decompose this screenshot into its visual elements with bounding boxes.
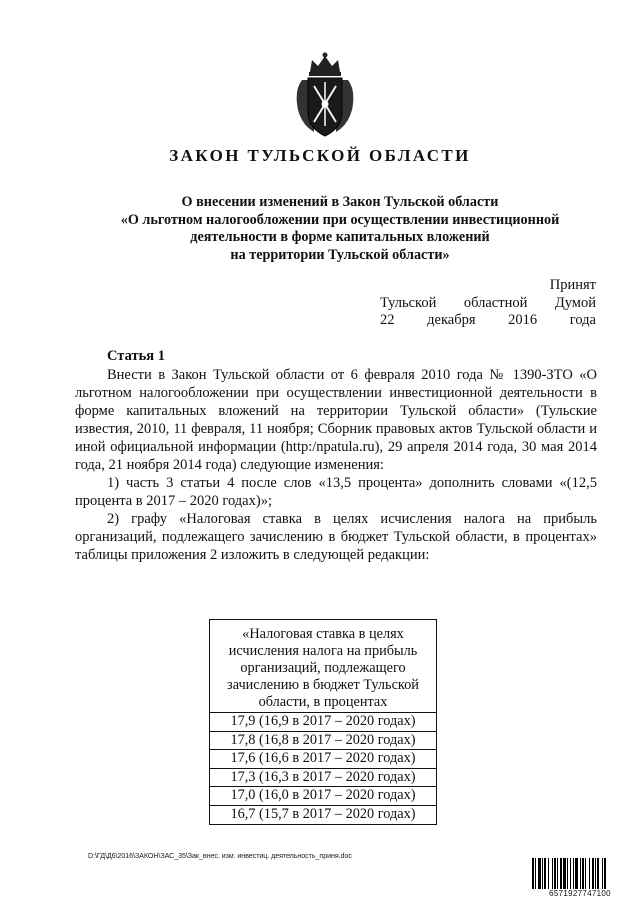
tax-rate-table [209, 619, 437, 825]
coat-of-arms-emblem [292, 50, 358, 140]
law-subtitle [60, 194, 620, 264]
barcode-bar [592, 858, 594, 890]
barcode-bar [582, 858, 584, 890]
barcode-bar [573, 858, 574, 890]
table-row: 17,6 (16,6 в 2017 – 2020 годах) [210, 750, 436, 769]
barcode-bar [570, 858, 571, 890]
paragraph: 2) графу «Налоговая ставка в целях исчисления налога на прибыль организаций, подлежащего зачислению в бюджет Тульской области, в процентах» таблицы приложения 2 изложить в следующей редакции: [75, 511, 597, 563]
accepted-date: 22 декабря 2016 года [380, 312, 596, 328]
table-header: «Налоговая ставка в целях исчисления налога на прибыль организаций, подлежащего зачислению в бюджет Тульской области, в процентах [210, 620, 436, 713]
accepted-by: Тульской областной Думой [380, 294, 596, 311]
table-row: 17,0 (16,0 в 2017 – 2020 годах) [210, 787, 436, 806]
acceptance-block [380, 277, 596, 330]
barcode-bar [589, 858, 590, 890]
paragraph: Внести в Закон Тульской области от 6 февраля 2010 года № 1390-ЗТО «О льготном налогообложении при осуществлении инвестиционной деятельности в форме капитальных вложений на территории Тульской области» (Тульские известия, 2010, 11 февраля, 11 ноября; Сборник правовых актов Тульской области и иной официальной информации (http:/npatula.ru), 29 апреля 2014 года, 30 мая 2014 года, 21 ноября 2014 года) следующие изменения: [75, 367, 597, 473]
barcode-bar [597, 858, 599, 890]
barcode-bar [557, 858, 558, 890]
table-row: 17,9 (16,9 в 2017 – 2020 годах) [210, 713, 436, 732]
barcode-bar [604, 858, 606, 890]
subtitle-line: «О льготном налогообложении при осуществлении инвестиционной [120, 211, 560, 228]
paragraph: 1) часть 3 статьи 4 после слов «13,5 процента» дополнить словами «(12,5 процента в 2017 – 2020 годах)»; [75, 475, 597, 509]
barcode-bar [595, 858, 596, 890]
table-row: 16,7 (15,7 в 2017 – 2020 годах) [230, 805, 416, 822]
barcode-number: 6571927747100 [532, 889, 628, 898]
accepted-label: Принят [549, 277, 596, 293]
barcode-bar [560, 858, 562, 890]
barcode-bar [552, 858, 553, 890]
barcode-bar [580, 858, 581, 890]
barcode-bar [575, 858, 578, 890]
table-row: 17,3 (16,3 в 2017 – 2020 годах) [210, 769, 436, 788]
law-title: ЗАКОН ТУЛЬСКОЙ ОБЛАСТИ [169, 146, 471, 165]
article-body [75, 366, 597, 564]
barcode-bar [538, 858, 541, 890]
barcode-bar [532, 858, 534, 890]
subtitle-line: О внесении изменений в Закон Тульской области [181, 194, 499, 210]
table-row: 17,8 (16,8 в 2017 – 2020 годах) [210, 732, 436, 751]
barcode-bar [548, 858, 549, 890]
barcode-bar [602, 858, 603, 890]
barcode-bar [554, 858, 556, 890]
barcode-bar [535, 858, 536, 890]
barcode-bar [542, 858, 543, 890]
barcode-bar [563, 858, 566, 890]
barcode-bar [585, 858, 586, 890]
subtitle-line: на территории Тульской области» [230, 246, 450, 263]
subtitle-line: деятельности в форме капитальных вложений [190, 229, 490, 245]
file-path-footer: D:\ГД\Д6\2016\ЗАКОН\ЗАС_35\Зак_внес. изм. инвестиц. деятельность_приня.doc [88, 851, 352, 860]
barcode-bar [567, 858, 568, 890]
article-heading: Статья 1 [107, 348, 165, 364]
barcode-bar [544, 858, 546, 890]
